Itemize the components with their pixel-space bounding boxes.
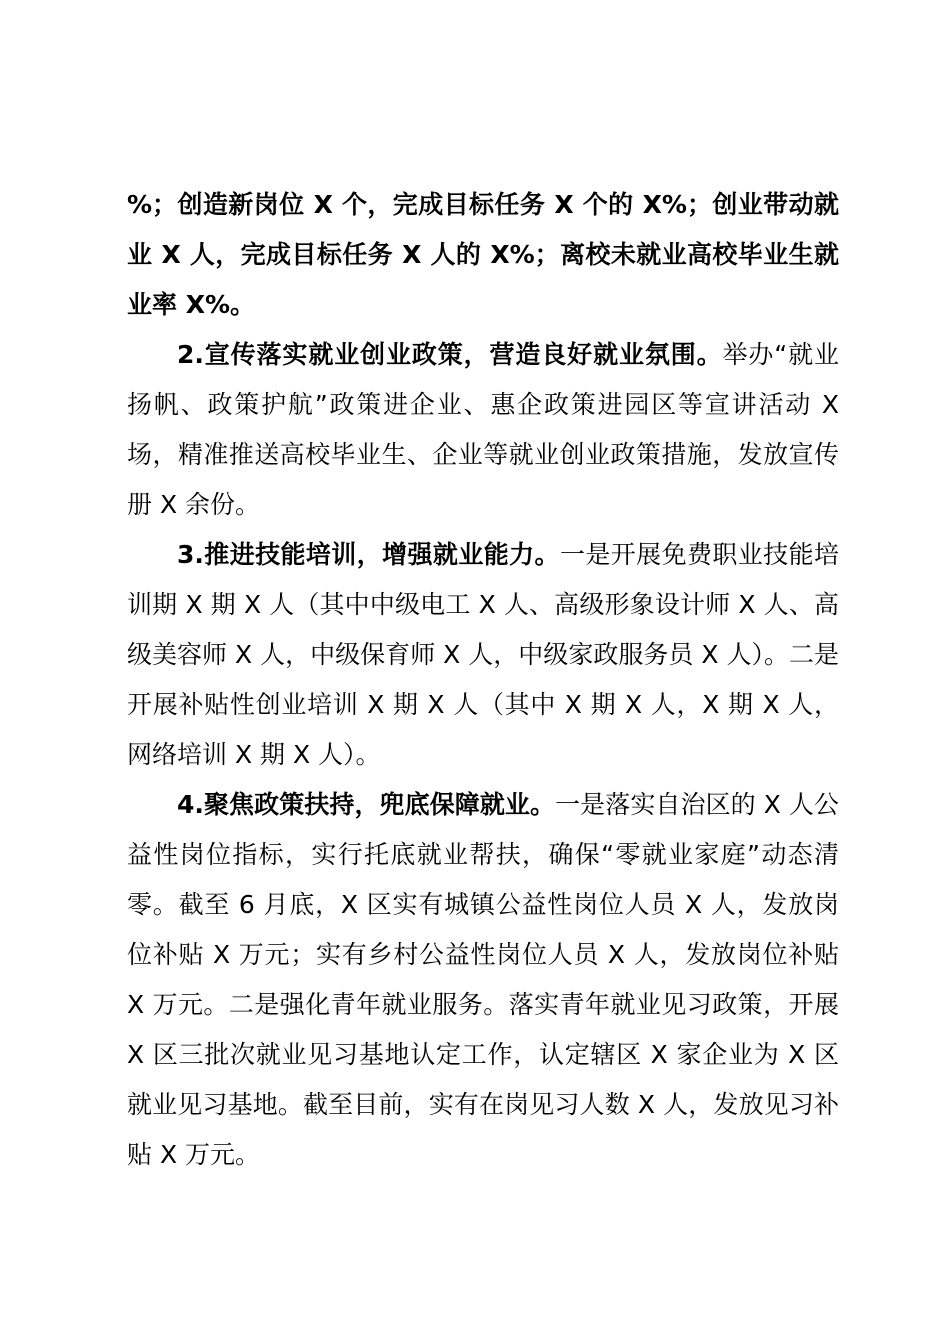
paragraph-text: 一是开展免费职业技能培训期 X 期 X 人（其中中级电工 X 人、高级形象设计师 X 人、高级美容师 X 人，中级保育师 X 人，中级家政服务员 X 人）。二是开展补贴性创业培训 X 期 X 人（其中 X 期 X 人，X 期 X 人，网络培训 X 期 X 人）。 <box>127 540 839 769</box>
paragraph-policy-support <box>127 780 839 1180</box>
document-page <box>127 180 839 1180</box>
paragraph-text: %；创造新岗位 X 个，完成目标任务 X 个的 X%；创业带动就业 X 人，完成目标任务 X 人的 X%；离校未就业高校毕业生就业率 X%。 <box>127 190 839 319</box>
paragraph-text: 一是落实自治区的 X 人公益性岗位指标，实行托底就业帮扶，确保“零就业家庭”动态清零。截至 6 月底，X 区实有城镇公益性岗位人员 X 人，发放岗位补贴 X 万元；实有乡村公益性岗位人员 X 人，发放岗位补贴 X 万元。二是强化青年就业服务。落实青年就业见习政策，开展 X 区三批次就业见习基地认定工作，认定辖区 X 家企业为 X 区就业见习基地。截至目前，实有在岗见习人数 X 人，发放见习补贴 X 万元。 <box>127 790 839 1169</box>
paragraph-policy-promotion <box>127 330 839 530</box>
paragraph-heading: 2.宣传落实就业创业政策，营造良好就业氛围。 <box>177 340 723 369</box>
paragraph-text: 举办“就业扬帆、政策护航”政策进企业、惠企政策进园区等宣讲活动 X 场，精准推送高校毕业生、企业等就业创业政策措施，发放宣传册 X 余份。 <box>127 340 839 519</box>
paragraph-heading: 4.聚焦政策扶持，兜底保障就业。 <box>177 790 556 819</box>
paragraph-skills-training <box>127 530 839 780</box>
paragraph-continuation <box>127 180 839 330</box>
paragraph-heading: 3.推进技能培训，增强就业能力。 <box>177 540 560 569</box>
